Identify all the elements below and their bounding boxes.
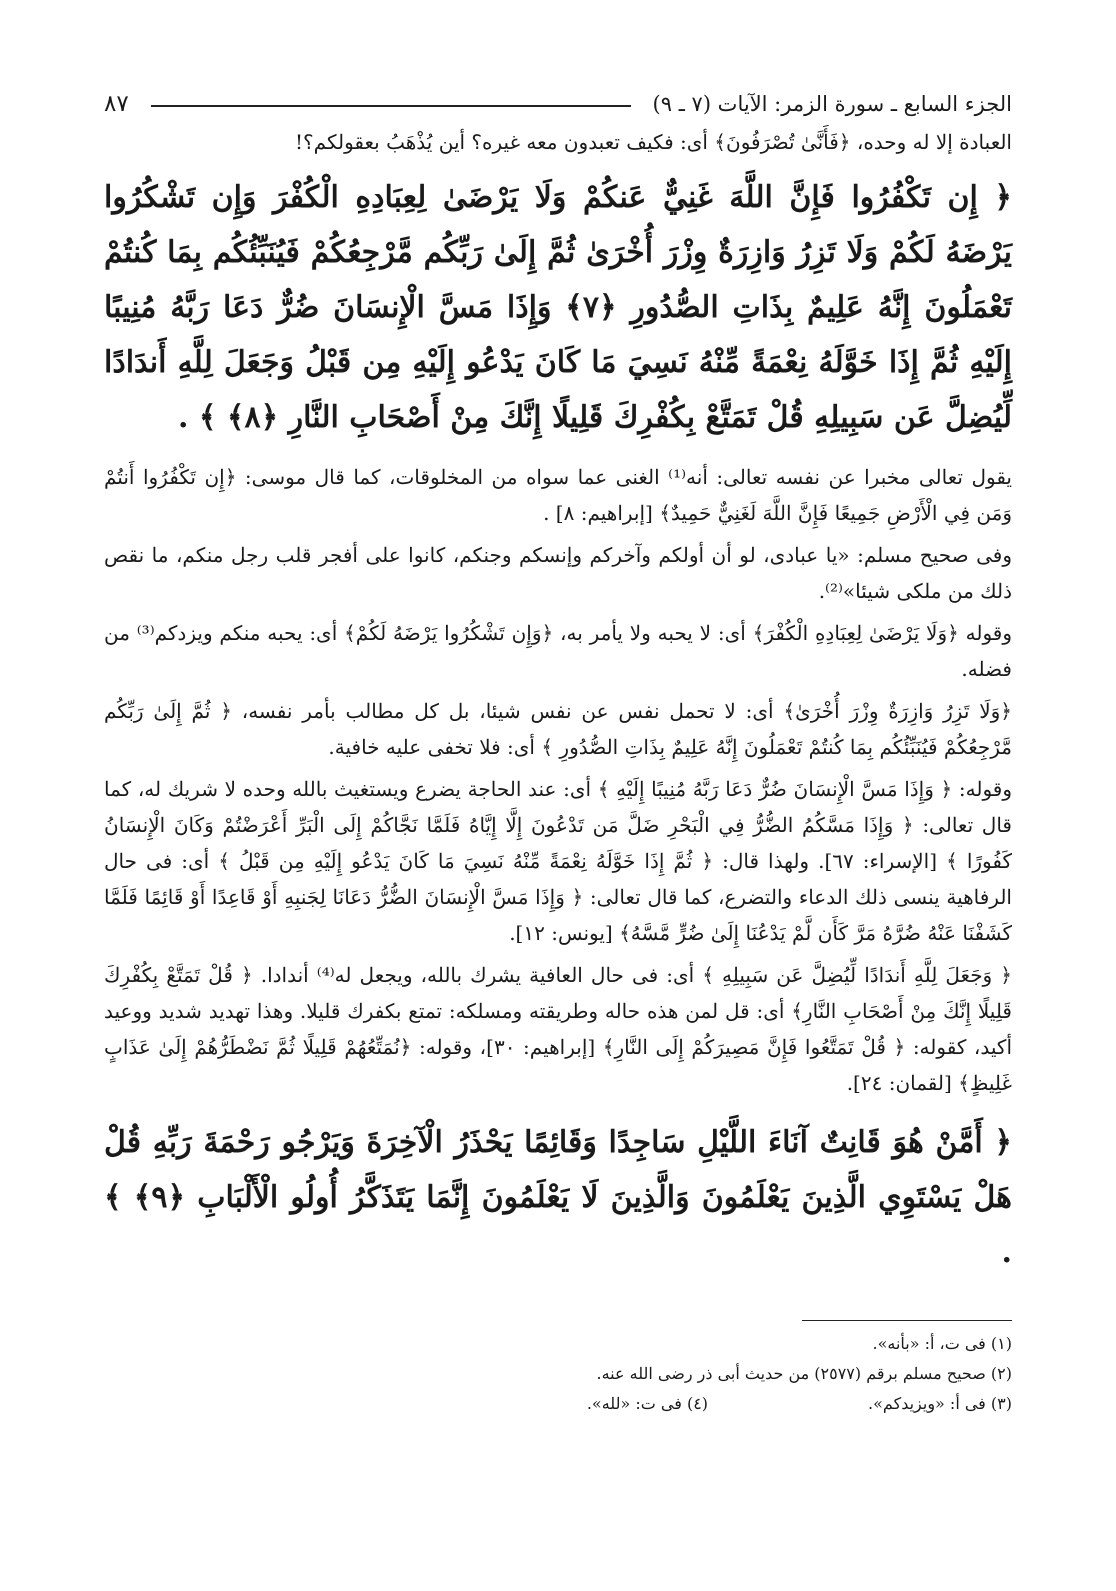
paragraph-intro: العبادة إلا له وحده، ﴿فَأَنَّىٰ تُصْرَفُونَ﴾ أى: فكيف تعبدون معه غيره؟ أين يُذْهَبُ بعقولكم؟! bbox=[294, 130, 1012, 154]
paragraph-5: وقوله: ﴿ وَإِذَا مَسَّ الْإِنسَانَ ضُرٌّ دَعَا رَبَّهُ مُنِيبًا إِلَيْهِ ﴾ أى: عند الحاجة يضرع ويستغيث بالله وحده لا شريك له، كما قال تعالى: ﴿ وَإِذَا مَسَّكُمُ الضُّرُّ فِي الْبَحْرِ ضَلَّ مَن تَدْعُونَ إِلَّا إِيَّاهُ فَلَمَّا نَجَّاكُمْ إِلَى الْبَرِّ أَعْرَضْتُمْ وَكَانَ الْإِنسَانُ كَفُورًا ﴾ [الإسراء: ٦٧]. ولهذا قال: ﴿ ثُمَّ إِذَا خَوَّلَهُ نِعْمَةً مِّنْهُ نَسِيَ مَا كَانَ يَدْعُو إِلَيْهِ مِن قَبْلُ ﴾ أى: فى حال الرفاهية ينسى ذلك الدعاء والتضرع، كما قال تعالى: ﴿ وَإِذَا مَسَّ الْإِنسَانَ الضُّرُّ دَعَانَا لِجَنبِهِ أَوْ قَاعِدًا أَوْ قَائِمًا فَلَمَّا كَشَفْنَا عَنْهُ ضُرَّهُ مَرَّ كَأَن لَّمْ يَدْعُنَا إِلَىٰ ضُرٍّ مَّسَّهُ﴾ [يونس: ١٢]. bbox=[104, 777, 1012, 945]
paragraph-2: وفى صحيح مسلم: «يا عبادى، لو أن أولكم وآخركم وإنسكم وجنكم، كانوا على أفجر قلب رجل منكم، ما نقص ذلك من ملكى شيئا»⁽²⁾. bbox=[104, 543, 1012, 603]
footnote-2: (٢) صحيح مسلم برقم (٢٥٧٧) من حديث أبى ذر رضى الله عنه. bbox=[596, 1364, 1012, 1383]
running-title: الجزء السابع ـ سورة الزمر: الآيات (٧ ـ ٩) bbox=[652, 92, 1012, 116]
paragraph-3: وقوله ﴿وَلَا يَرْضَىٰ لِعِبَادِهِ الْكُفْرَ﴾ أى: لا يحبه ولا يأمر به، ﴿وَإِن تَشْكُرُوا يَرْضَهُ لَكُمْ﴾ أى: يحبه منكم ويزدكم⁽³⁾ من فضله. bbox=[104, 621, 1012, 681]
header-rule bbox=[151, 105, 631, 107]
footnote-3: (٣) فى أ: «ويزيدكم». bbox=[868, 1394, 1012, 1413]
paragraph-4: ﴿وَلَا تَزِرُ وَازِرَةٌ وِزْرَ أُخْرَىٰ﴾ أى: لا تحمل نفس عن نفس شيئا، بل كل مطالب بأمر نفسه، ﴿ ثُمَّ إِلَىٰ رَبِّكُم مَّرْجِعُكُمْ فَيُنَبِّئُكُم بِمَا كُنتُمْ تَعْمَلُونَ إِنَّهُ عَلِيمٌ بِذَاتِ الصُّدُورِ ﴾ أى: فلا تخفى عليه خافية. bbox=[104, 699, 1012, 759]
footnotes bbox=[104, 1329, 1012, 1419]
footnote-row bbox=[104, 1389, 1012, 1419]
paragraph-1: يقول تعالى مخبرا عن نفسه تعالى: أنه⁽¹⁾ الغنى عما سواه من المخلوقات، كما قال موسى: ﴿إِن تَكْفُرُوا أَنتُمْ وَمَن فِي الْأَرْضِ جَمِيعًا فَإِنَّ اللَّهَ لَغَنِيٌّ حَمِيدٌ﴾ [إبراهيم: ٨] . bbox=[104, 465, 1013, 525]
paragraph-6: ﴿ وَجَعَلَ لِلَّهِ أَندَادًا لِّيُضِلَّ عَن سَبِيلِهِ ﴾ أى: فى حال العافية يشرك بالله، ويجعل له⁽⁴⁾ أندادا. ﴿ قُلْ تَمَتَّعْ بِكُفْرِكَ قَلِيلًا إِنَّكَ مِنْ أَصْحَابِ النَّارِ﴾ أى: قل لمن هذه حاله وطريقته ومسلكه: تمتع بكفرك قليلا. وهذا تهديد شديد ووعيد أكيد، كقوله: ﴿ قُلْ تَمَتَّعُوا فَإِنَّ مَصِيرَكُمْ إِلَى النَّارِ﴾ [إبراهيم: ٣٠]، وقوله: ﴿نُمَتِّعُهُمْ قَلِيلًا ثُمَّ نَضْطَرُّهُمْ إِلَىٰ عَذَابٍ غَلِيظٍ﴾ [لقمان: ٢٤]. bbox=[104, 963, 1012, 1095]
page-header bbox=[104, 84, 1012, 124]
footnote-4: (٤) فى ت: «لله». bbox=[586, 1394, 709, 1413]
footnote-rule bbox=[802, 1320, 1012, 1321]
quran-verse-9: ﴿ أَمَّنْ هُوَ قَانِتٌ آنَاءَ اللَّيْلِ سَاجِدًا وَقَائِمًا يَحْذَرُ الْآخِرَةَ وَيَرْجُو رَحْمَةَ رَبِّهِ قُلْ هَلْ يَسْتَوِي الَّذِينَ يَعْلَمُونَ وَالَّذِينَ لَا يَعْلَمُونَ إِنَّمَا يَتَذَكَّرُ أُولُو الْأَلْبَابِ ﴿٩﴾ ﴾ . bbox=[104, 1125, 1012, 1270]
page-number: ٨٧ bbox=[104, 91, 129, 117]
footnote-1: (١) فى ت، أ: «بأنه». bbox=[872, 1334, 1012, 1353]
quran-verse-7-8: ﴿ إِن تَكْفُرُوا فَإِنَّ اللَّهَ غَنِيٌّ عَنكُمْ وَلَا يَرْضَىٰ لِعِبَادِهِ الْكُفْرَ وَإِن تَشْكُرُوا يَرْضَهُ لَكُمْ وَلَا تَزِرُ وَازِرَةٌ وِزْرَ أُخْرَىٰ ثُمَّ إِلَىٰ رَبِّكُم مَّرْجِعُكُمْ فَيُنَبِّئُكُم بِمَا كُنتُمْ تَعْمَلُونَ إِنَّهُ عَلِيمٌ بِذَاتِ الصُّدُورِ ﴿٧﴾ وَإِذَا مَسَّ الْإِنسَانَ ضُرٌّ دَعَا رَبَّهُ مُنِيبًا إِلَيْهِ ثُمَّ إِذَا خَوَّلَهُ نِعْمَةً مِّنْهُ نَسِيَ مَا كَانَ يَدْعُو إِلَيْهِ مِن قَبْلُ وَجَعَلَ لِلَّهِ أَندَادًا لِّيُضِلَّ عَن سَبِيلِهِ قُلْ تَمَتَّعْ بِكُفْرِكَ قَلِيلًا إِنَّكَ مِنْ أَصْحَابِ النَّارِ ﴿٨﴾ ﴾ . bbox=[104, 180, 1013, 435]
